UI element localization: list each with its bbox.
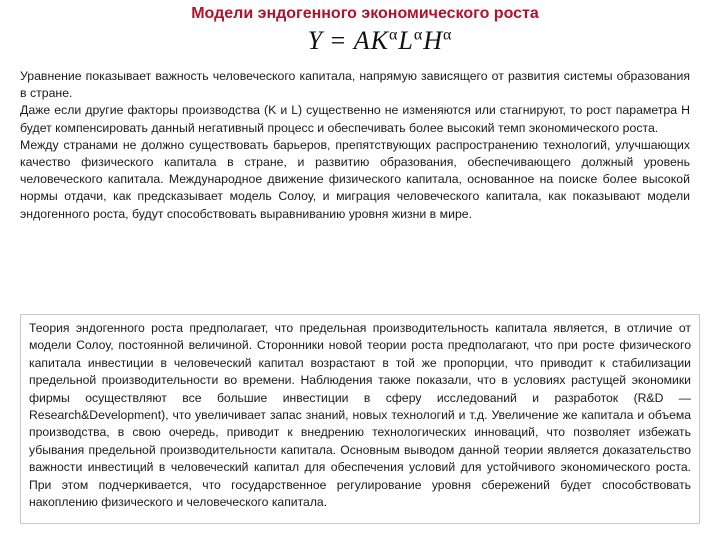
formula-alpha-k: α (388, 26, 399, 44)
production-function-formula (0, 26, 720, 56)
formula-alpha-h: α (443, 26, 453, 44)
paragraph-equation-meaning: Уравнение показывает важность человеческого капитала, напрямую зависящего от развития системы образования в стране. (20, 69, 690, 101)
paragraph-other-factors: Даже если другие факторы производства (K и L) существенно не изменяются или стагнируют, то рост параметра H будет компенсировать данный негативный процесс и обеспечивать более высокий темп экономического роста. (20, 103, 690, 135)
formula-k: K (370, 26, 389, 55)
formula-l: L (398, 26, 414, 55)
formula-alpha-l: α (413, 26, 424, 44)
main-text-block (20, 68, 690, 223)
theory-text-box (20, 314, 700, 524)
theory-paragraph: Теория эндогенного роста предполагает, что предельная производительность капитала является, в отличие от модели Солоу, постоянной величиной. Сторонники новой теории роста предполагают, что при росте физического капитала инвестиции в человеческий капитал возрастают в той же пропорции, что приводит к стабилизации предельной производительности во времени. Наблюдения также показали, что в условиях растущей экономики фирмы осуществляют все большие инвестиции в сферу исследований и разработок (R&D — Research&Development), что увеличивает запас знаний, новых технологий и т.д. Увеличение же капитала и объема производства, в свою очередь, приводит к внедрению технологических инноваций, что позволяет избежать убывания предельной производительности капитала. Основным выводом данной теории является доказательство важности инвестиций в человеческий капитал для обеспечения условий для устойчивого экономического роста. При этом подчеркивается, что государственное регулирование уровня сбережений будет способствовать накоплению физического и человеческого капитала. (29, 321, 691, 510)
formula-y: Y (307, 26, 324, 55)
paragraph-barriers: Между странами не должно существовать барьеров, препятствующих распространению технологий, улучшающих качество физического капитала в стране, и развитию образования, обеспечивающего должный уровень человеческого капитала. Международное движение физического капитала, основанное на поиске более высокой нормы отдачи, как предсказывает модель Солоу, и миграция человеческого капитала, как показывают модели эндогенного роста, будут способствовать выравниванию уровня жизни в мире. (20, 137, 690, 221)
formula-equals: = (323, 26, 354, 55)
slide-title: Модели эндогенного экономического роста (191, 5, 539, 22)
formula-h: H (423, 26, 443, 55)
formula-a: A (353, 26, 371, 55)
